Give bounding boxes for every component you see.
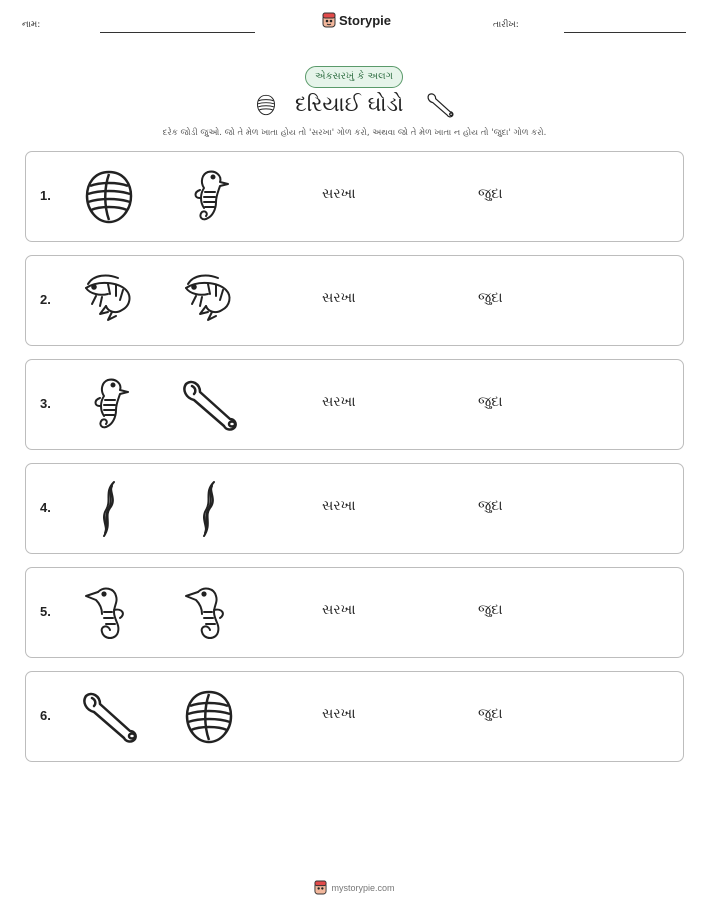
shell-icon	[254, 91, 278, 123]
option-different[interactable]: જુદા	[478, 498, 503, 514]
option-same[interactable]: સરખા	[322, 602, 356, 618]
storypie-mascot-icon	[314, 880, 327, 895]
title-row	[0, 88, 709, 124]
footer-url[interactable]: mystorypie.com	[331, 882, 395, 893]
option-same[interactable]: સરખા	[322, 290, 356, 306]
pair-card	[25, 463, 684, 554]
seahorse-side-icon	[78, 582, 140, 644]
option-same[interactable]: સરખા	[322, 706, 356, 722]
worksheet-badge: એકસરખું કે અલગ	[305, 66, 403, 88]
date-label: તારીખ:	[493, 20, 519, 30]
shell-icon	[78, 166, 140, 228]
seaweed-icon	[78, 478, 140, 540]
brand-name: Storypie	[339, 12, 392, 28]
pair-number: 1.	[40, 188, 51, 203]
pair-card	[25, 255, 684, 346]
bone-icon	[178, 374, 240, 436]
shrimp-icon	[78, 270, 140, 332]
option-same[interactable]: સરખા	[322, 394, 356, 410]
pair-card	[25, 359, 684, 450]
pair-number: 5.	[40, 604, 51, 619]
shrimp-icon	[178, 270, 240, 332]
instructions: દરેક જોડી જુઓ. જો તે મેળ ખાતા હોય તો 'સરખા' ગોળ કરો, અથવા જો તે મેળ ખાતા ન હોય તો 'જુદા' ગોળ કરો.	[162, 128, 547, 138]
brand-logo	[322, 12, 391, 28]
option-different[interactable]: જુદા	[478, 706, 503, 722]
pair-number: 4.	[40, 500, 51, 515]
pair-number: 6.	[40, 708, 51, 723]
bone-icon	[425, 90, 455, 124]
seaweed-icon	[178, 478, 240, 540]
pair-number: 2.	[40, 292, 51, 307]
option-same[interactable]: સરખા	[322, 186, 356, 202]
pair-card	[25, 671, 684, 762]
bone-icon	[78, 686, 140, 748]
name-line[interactable]	[100, 32, 255, 33]
seahorse-front-icon	[178, 166, 240, 228]
seahorse-front-icon	[78, 374, 140, 436]
option-same[interactable]: સરખા	[322, 498, 356, 514]
option-different[interactable]: જુદા	[478, 602, 503, 618]
pair-card	[25, 567, 684, 658]
date-line[interactable]	[564, 32, 686, 33]
seahorse-side-icon	[178, 582, 240, 644]
footer	[0, 880, 709, 895]
pair-card	[25, 151, 684, 242]
name-label: નામ:	[22, 20, 41, 30]
option-different[interactable]: જુદા	[478, 186, 503, 202]
worksheet-title: દરિયાઈ ઘોડો	[295, 92, 404, 116]
shell-icon	[178, 686, 240, 748]
option-different[interactable]: જુદા	[478, 394, 503, 410]
storypie-mascot-icon	[322, 12, 336, 28]
option-different[interactable]: જુદા	[478, 290, 503, 306]
pair-number: 3.	[40, 396, 51, 411]
